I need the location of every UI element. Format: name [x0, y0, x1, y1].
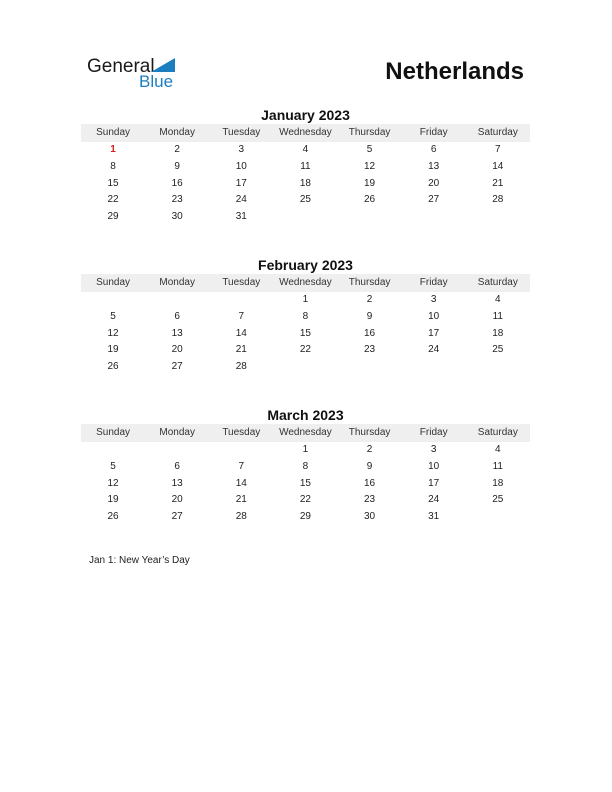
weekday-header: Wednesday	[273, 274, 337, 292]
day-cell: 28	[235, 511, 247, 523]
weekday-header: Sunday	[81, 124, 145, 142]
empty-day-cell	[402, 209, 466, 226]
day-cell: 17	[235, 177, 247, 189]
day-cell: 29	[107, 211, 119, 223]
day-cell: 9	[366, 310, 373, 322]
country-title: Netherlands	[385, 58, 524, 85]
day-cell: 26	[107, 361, 119, 373]
logo-triangle-icon	[151, 58, 175, 72]
day-cell: 14	[235, 327, 247, 339]
day-cell: 21	[492, 177, 504, 189]
day-cell: 31	[235, 211, 247, 223]
day-cell: 7	[238, 460, 245, 472]
day-cell: 27	[171, 361, 183, 373]
empty-day-cell	[145, 292, 209, 309]
day-cell: 19	[364, 177, 376, 189]
day-cell: 3	[430, 294, 437, 305]
month-title: February 2023	[258, 257, 353, 273]
weekday-header: Tuesday	[209, 424, 273, 442]
day-cell: 24	[428, 494, 440, 506]
day-cell: 18	[299, 177, 311, 189]
month-february	[81, 256, 530, 376]
day-cell: 19	[107, 494, 119, 506]
day-cell: 14	[235, 477, 247, 489]
day-cell: 27	[171, 511, 183, 523]
month-march	[81, 406, 530, 526]
day-cell: 3	[238, 144, 245, 155]
empty-day-cell	[466, 209, 530, 226]
month-january	[81, 106, 530, 226]
day-cell: 24	[235, 194, 247, 206]
weekday-header: Monday	[145, 274, 209, 292]
weekday-header: Friday	[402, 274, 466, 292]
day-cell: 6	[174, 310, 180, 322]
generalblue-logo	[87, 56, 187, 92]
empty-day-cell	[273, 209, 337, 226]
day-cell: 29	[299, 511, 311, 523]
day-cell: 20	[171, 344, 183, 356]
weekday-header: Saturday	[466, 124, 530, 142]
weekday-header: Saturday	[466, 424, 530, 442]
day-cell: 4	[302, 144, 309, 155]
calendar-grid	[81, 424, 530, 526]
day-cell: 22	[299, 494, 311, 506]
weekday-header: Sunday	[81, 274, 145, 292]
weekday-header: Wednesday	[273, 424, 337, 442]
day-cell: 21	[235, 494, 247, 506]
day-cell: 16	[171, 177, 183, 189]
day-cell: 25	[492, 494, 504, 506]
day-cell: 6	[430, 144, 437, 155]
empty-day-cell	[402, 359, 466, 376]
day-cell: 22	[107, 194, 119, 206]
day-cell: 4	[495, 294, 501, 305]
day-cell: 12	[364, 160, 376, 172]
day-cell: 30	[171, 211, 183, 223]
day-cell: 7	[238, 310, 245, 322]
day-cell: 16	[364, 477, 376, 489]
day-cell: 20	[428, 177, 440, 189]
weekday-header: Tuesday	[209, 274, 273, 292]
calendar-grid	[81, 124, 530, 226]
day-cell: 5	[110, 310, 116, 322]
day-cell: 5	[366, 144, 373, 155]
day-cell: 26	[107, 511, 119, 523]
day-cell: 10	[235, 160, 247, 172]
empty-day-cell	[209, 442, 273, 459]
day-cell: 24	[428, 344, 440, 356]
weekday-header: Friday	[402, 124, 466, 142]
day-cell: 16	[364, 327, 376, 339]
day-cell: 17	[428, 327, 440, 339]
empty-day-cell	[209, 292, 273, 309]
month-title: March 2023	[267, 407, 344, 423]
day-cell: 11	[300, 160, 311, 172]
empty-day-cell	[81, 292, 145, 309]
day-cell: 8	[302, 310, 309, 322]
day-cell: 30	[364, 511, 376, 523]
day-cell: 13	[171, 477, 183, 489]
day-cell: 2	[366, 444, 373, 455]
day-cell: 18	[492, 477, 504, 489]
day-cell: 19	[107, 344, 119, 356]
day-cell: 22	[299, 344, 311, 356]
day-cell: 9	[366, 460, 373, 472]
day-cell: 20	[171, 494, 183, 506]
day-cell: 26	[364, 194, 376, 206]
day-cell: 31	[428, 511, 440, 523]
day-cell: 4	[495, 444, 501, 455]
day-cell: 10	[428, 460, 440, 472]
empty-day-cell	[145, 442, 209, 459]
weekday-header: Monday	[145, 124, 209, 142]
weekday-header: Tuesday	[209, 124, 273, 142]
weekday-header: Wednesday	[273, 124, 337, 142]
day-cell: 11	[492, 460, 503, 472]
empty-day-cell	[273, 359, 337, 376]
day-cell: 28	[492, 194, 504, 206]
day-cell: 15	[107, 177, 119, 189]
day-cell: 21	[235, 344, 247, 356]
day-cell: 27	[428, 194, 440, 206]
day-cell: 25	[492, 344, 504, 356]
holiday-note: Jan 1: New Year’s Day	[89, 555, 190, 566]
empty-day-cell	[81, 442, 145, 459]
day-cell: 8	[110, 160, 116, 172]
day-cell: 23	[364, 344, 376, 356]
day-cell: 9	[174, 160, 180, 172]
day-cell: 8	[302, 460, 309, 472]
day-cell: 10	[428, 310, 440, 322]
day-cell: 1	[302, 444, 309, 455]
day-cell: 2	[366, 294, 373, 305]
weekday-header: Thursday	[338, 124, 402, 142]
day-cell: 1	[302, 294, 309, 305]
day-cell: 18	[492, 327, 504, 339]
empty-day-cell	[338, 209, 402, 226]
day-cell: 12	[107, 327, 119, 339]
day-cell: 2	[174, 144, 180, 155]
day-cell: 5	[110, 460, 116, 472]
day-cell: 28	[235, 361, 247, 373]
weekday-header: Sunday	[81, 424, 145, 442]
weekday-header: Monday	[145, 424, 209, 442]
day-cell: 13	[171, 327, 183, 339]
day-cell: 7	[495, 144, 501, 155]
day-cell: 17	[428, 477, 440, 489]
empty-day-cell	[466, 359, 530, 376]
empty-day-cell	[338, 359, 402, 376]
day-cell: 15	[299, 327, 311, 339]
day-cell: 12	[107, 477, 119, 489]
day-cell: 23	[171, 194, 183, 206]
calendar-grid	[81, 274, 530, 376]
logo-text-general: General	[87, 56, 155, 77]
weekday-header: Friday	[402, 424, 466, 442]
day-cell: 1	[110, 144, 116, 155]
day-cell: 11	[492, 310, 503, 322]
day-cell: 3	[430, 444, 437, 455]
empty-day-cell	[466, 509, 530, 526]
day-cell: 14	[492, 160, 504, 172]
logo-text-blue: Blue	[139, 72, 174, 91]
day-cell: 25	[299, 194, 311, 206]
weekday-header: Saturday	[466, 274, 530, 292]
day-cell: 6	[174, 460, 180, 472]
month-title: January 2023	[261, 107, 350, 123]
weekday-header: Thursday	[338, 424, 402, 442]
day-cell: 13	[428, 160, 440, 172]
day-cell: 23	[364, 494, 376, 506]
day-cell: 15	[299, 477, 311, 489]
weekday-header: Thursday	[338, 274, 402, 292]
